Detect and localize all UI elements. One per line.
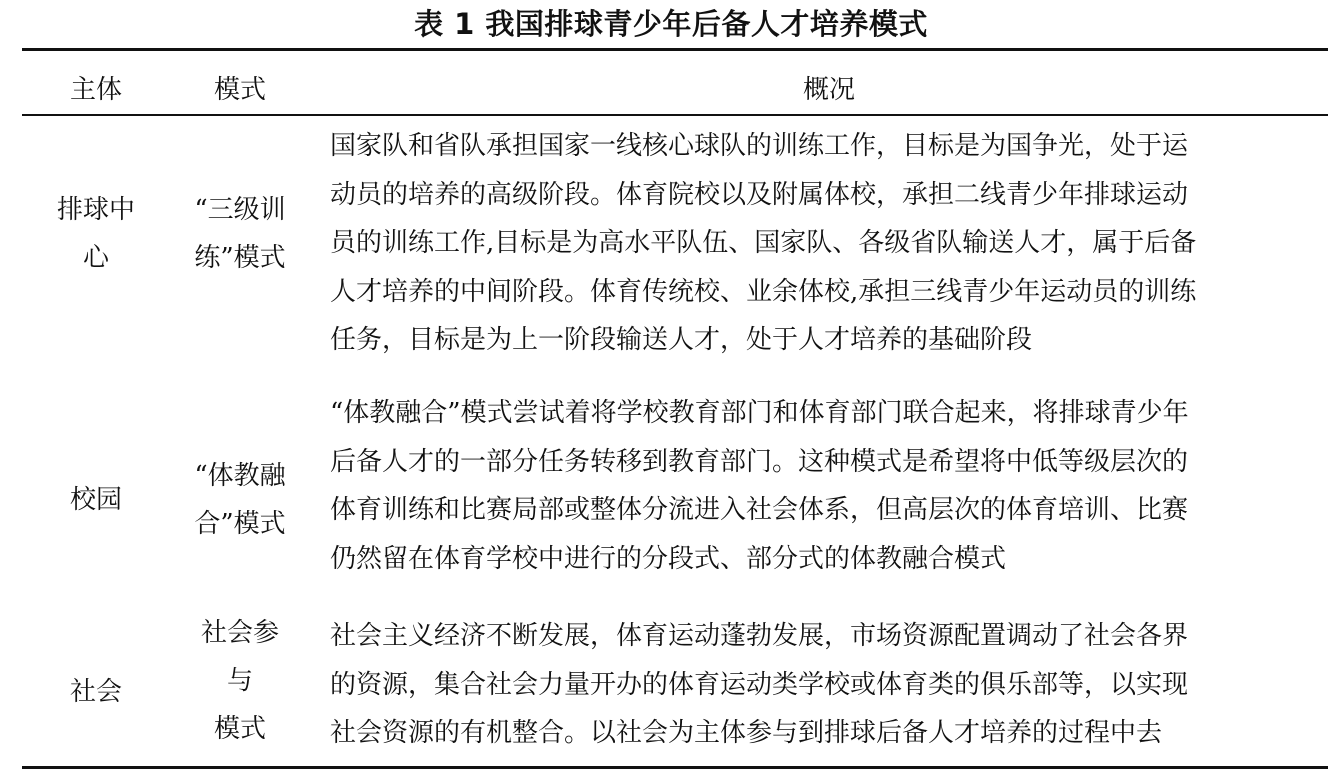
row-3-mode xyxy=(176,609,304,753)
row-2-overview-line: 体育训练和比赛局部或整体分流进入社会体系，但高层次的体育培训、比赛 xyxy=(330,495,1189,525)
row-1-overview-line: 人才培养的中间阶段。体育传统校、业余体校,承担三线青少年运动员的训练 xyxy=(330,276,1197,307)
row-3-subject-line: 社会 xyxy=(69,677,122,707)
row-1-overview xyxy=(330,122,1328,365)
row-1-mode-line: 练”模式 xyxy=(194,243,286,273)
row-2-subject xyxy=(44,476,148,524)
row-3-overview-line: 社会主义经济不断发展，体育运动蓬勃发展，市场资源配置调动了社会各界 xyxy=(330,621,1189,651)
row-2-overview-line: 后备人才的一部分任务转移到教育部门。这种模式是希望将中低等级层次的 xyxy=(330,446,1189,477)
header-subject: 主体 xyxy=(69,75,122,105)
row-1-subject-line: 心 xyxy=(82,243,109,273)
table-bottom-rule xyxy=(22,766,1328,769)
row-1-mode xyxy=(176,186,304,282)
row-1-overview-line: 国家队和省队承担国家一线核心球队的训练工作，目标是为国争光，处于运 xyxy=(330,131,1189,161)
row-3-mode-line: 模式 xyxy=(213,714,266,744)
header-rule xyxy=(22,114,1328,116)
header-mode: 模式 xyxy=(213,75,266,105)
row-3-subject xyxy=(44,668,148,716)
row-1-subject-line: 排球中 xyxy=(56,195,135,225)
row-3-overview-line: 社会资源的有机整合。以社会为主体参与到排球后备人才培养的过程中去 xyxy=(330,718,1163,748)
row-2-overview xyxy=(330,389,1328,583)
header-overview: 概况 xyxy=(802,75,855,105)
row-3-overview-line: 的资源，集合社会力量开办的体育运动类学校或体育类的俱乐部等，以实现 xyxy=(330,669,1189,700)
row-2-mode-line: “体教融 xyxy=(194,461,286,491)
row-3-mode-line: 社会参 xyxy=(200,618,279,648)
row-1-overview-line: 员的训练工作,目标是为高水平队伍、国家队、各级省队输送人才，属于后备 xyxy=(330,228,1197,258)
row-2-subject-line: 校园 xyxy=(69,485,122,515)
row-2-overview-line: 仍然留在体育学校中进行的分段式、部分式的体教融合模式 xyxy=(330,543,1007,574)
table-top-rule xyxy=(22,48,1328,51)
row-3-mode-line: 与 xyxy=(226,666,253,696)
table-caption: 表 1 我国排球青少年后备人才培养模式 xyxy=(414,7,928,41)
row-1-overview-line: 任务，目标是为上一阶段输送人才，处于人才培养的基础阶段 xyxy=(330,325,1033,355)
row-1-subject xyxy=(44,186,148,282)
row-3-overview xyxy=(330,612,1328,758)
row-2-overview-line: “体教融合”模式尝试着将学校教育部门和体育部门联合起来，将排球青少年 xyxy=(330,398,1189,428)
row-2-mode-line: 合”模式 xyxy=(194,509,286,539)
row-2-mode xyxy=(176,452,304,548)
row-1-mode-line: “三级训 xyxy=(194,195,286,225)
row-1-overview-line: 动员的培养的高级阶段。体育院校以及附属体校，承担二线青少年排球运动 xyxy=(330,179,1189,210)
